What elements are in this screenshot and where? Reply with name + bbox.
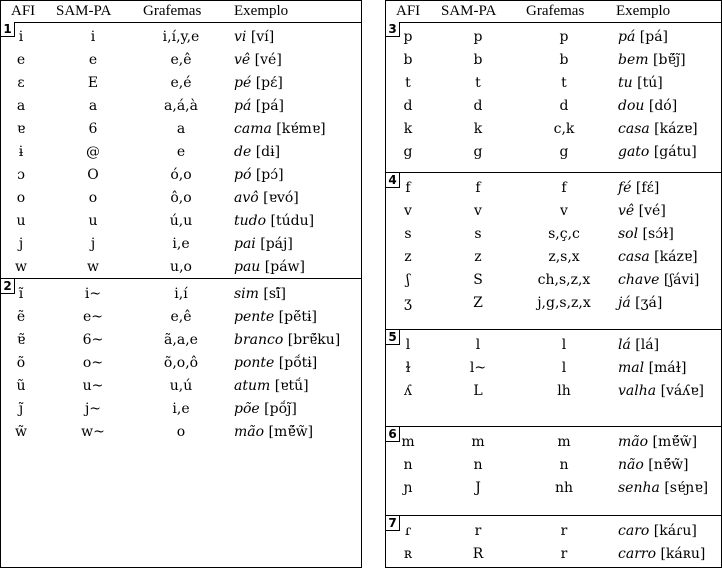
group-number: 3 — [386, 22, 400, 37]
group-number: 2 — [1, 279, 15, 294]
afi-cell: ĩ — [18, 286, 24, 302]
sampa-cell: S — [473, 272, 483, 288]
exemplo-ipa: [dó] — [648, 98, 678, 114]
exemplo-word: lá — [618, 337, 631, 353]
afi-cell: i — [18, 29, 24, 45]
exemplo-ipa: [máɫ] — [648, 360, 687, 376]
exemplo-word: põe — [234, 401, 260, 417]
exemplo-cell — [234, 190, 299, 206]
exemplo-ipa: [sɔ́ɫ] — [642, 226, 674, 242]
afi-cell: p — [403, 29, 413, 45]
afi-cell: a — [16, 98, 26, 114]
exemplo-word: já — [618, 295, 631, 311]
afi-cell: ʃ — [406, 272, 410, 288]
grafemas-cell: ã,a,e — [164, 332, 198, 348]
exemplo-cell — [618, 337, 659, 353]
sampa-cell: o~ — [82, 355, 104, 371]
afi-cell: b — [403, 52, 413, 68]
afi-cell: ũ — [16, 378, 26, 394]
exemplo-ipa: [pá] — [639, 29, 668, 45]
sampa-cell: i~ — [84, 286, 102, 302]
grafemas-cell: e,ê — [170, 309, 192, 325]
table-row — [386, 118, 721, 141]
sampa-cell: d — [473, 98, 483, 114]
sampa-cell: m — [471, 434, 485, 450]
table-row — [1, 26, 361, 49]
table-row — [1, 398, 361, 421]
sampa-cell: l — [475, 337, 481, 353]
exemplo-cell — [234, 236, 293, 252]
exemplo-cell — [618, 29, 668, 45]
table-row — [386, 177, 721, 200]
table-row — [1, 256, 361, 279]
exemplo-ipa: [pẽ́tɨ] — [278, 309, 317, 325]
exemplo-word: de — [234, 144, 252, 160]
exemplo-cell — [234, 52, 282, 68]
header-sampa: SAM-PA — [441, 3, 497, 19]
afi-cell: ɫ — [405, 360, 411, 376]
grafemas-cell: b — [559, 52, 569, 68]
sampa-cell: @ — [86, 144, 100, 160]
exemplo-ipa: [fɛ́] — [635, 180, 660, 196]
grafemas-cell: o — [176, 424, 186, 440]
exemplo-word: pai — [234, 236, 256, 252]
exemplo-word: mão — [618, 434, 649, 450]
sampa-cell: E — [87, 75, 99, 91]
group-7 — [386, 515, 721, 568]
table-row — [1, 49, 361, 72]
grafemas-cell: l — [561, 360, 567, 376]
exemplo-ipa: [váʎɐ] — [660, 383, 704, 399]
afi-cell: ʒ — [404, 295, 412, 311]
sampa-cell: f — [475, 180, 481, 196]
afi-cell: ɾ — [404, 523, 412, 539]
exemplo-cell — [234, 213, 314, 229]
afi-cell: n — [403, 457, 413, 473]
afi-cell: z — [404, 249, 412, 265]
group-6 — [386, 426, 721, 516]
sampa-cell: u~ — [82, 378, 104, 394]
exemplo-word: pó — [234, 167, 252, 183]
exemplo-cell — [234, 424, 313, 440]
table-row — [386, 431, 721, 454]
exemplo-word: atum — [234, 378, 271, 394]
exemplo-ipa: [sĩ́] — [263, 286, 286, 302]
exemplo-cell — [618, 98, 677, 114]
exemplo-word: sim — [234, 286, 259, 302]
table-row — [386, 26, 721, 49]
sampa-cell: u — [88, 213, 98, 229]
afi-cell: t — [405, 75, 411, 91]
group-number: 6 — [386, 427, 400, 442]
afi-cell: j̃ — [18, 401, 24, 417]
afi-cell: g — [403, 144, 413, 160]
table-row — [386, 292, 721, 315]
header-row — [1, 1, 361, 23]
exemplo-ipa: [pṍtɨ] — [278, 355, 318, 371]
exemplo-word: cama — [234, 121, 272, 137]
group-number: 7 — [386, 516, 400, 531]
grafemas-cell: ô,o — [170, 190, 192, 206]
exemplo-word: chave — [618, 272, 660, 288]
grafemas-cell: z,s,x — [548, 249, 580, 265]
exemplo-word: gato — [618, 144, 650, 160]
exemplo-ipa: [pɔ́] — [255, 167, 284, 183]
afi-cell: o — [16, 190, 26, 206]
exemplo-cell — [234, 309, 317, 325]
afi-cell: j — [18, 236, 24, 252]
table-row — [1, 233, 361, 256]
sampa-cell: l~ — [469, 360, 487, 376]
exemplo-word: pá — [618, 29, 636, 45]
exemplo-ipa: [kázɐ] — [654, 249, 698, 265]
grafemas-cell: õ,o,ô — [163, 355, 199, 371]
sampa-cell: v — [474, 203, 482, 219]
sampa-cell: j — [90, 236, 96, 252]
exemplo-cell — [618, 360, 686, 376]
exemplo-cell — [234, 332, 340, 348]
exemplo-word: fé — [618, 180, 632, 196]
afi-cell: ɨ — [18, 144, 24, 160]
grafemas-cell: n — [559, 457, 569, 473]
exemplo-cell — [618, 434, 697, 450]
afi-cell: ɔ — [17, 167, 25, 183]
exemplo-cell — [234, 121, 326, 137]
afi-cell: e — [16, 52, 26, 68]
header-afi: AFI — [396, 3, 421, 19]
exemplo-word: casa — [618, 121, 650, 137]
sampa-cell: 6 — [88, 121, 98, 137]
afi-cell: w̃ — [15, 424, 27, 440]
exemplo-ipa: [ví] — [250, 29, 275, 45]
exemplo-word: dou — [618, 98, 645, 114]
exemplo-cell — [618, 546, 705, 562]
grafemas-cell: e — [176, 144, 186, 160]
sampa-cell: z — [474, 249, 482, 265]
exemplo-ipa: [vé] — [638, 203, 666, 219]
table-row — [386, 49, 721, 72]
exemplo-ipa: [gátu] — [653, 144, 697, 160]
exemplo-cell — [618, 226, 674, 242]
afi-cell: ɐ — [16, 121, 26, 137]
table-row — [386, 334, 721, 357]
grafemas-cell: u,ú — [169, 378, 193, 394]
exemplo-ipa: [páj] — [260, 236, 293, 252]
grafemas-cell: ó,o — [170, 167, 192, 183]
exemplo-ipa: [dɨ] — [255, 144, 281, 160]
afi-cell: ɲ — [403, 480, 413, 496]
exemplo-word: branco — [234, 332, 284, 348]
exemplo-ipa: [nɐ̃́w̃] — [648, 457, 689, 473]
exemplo-word: tudo — [234, 213, 267, 229]
grafemas-cell: ú,u — [169, 213, 193, 229]
grafemas-cell: i,e — [172, 401, 190, 417]
grafemas-cell: u,o — [170, 259, 192, 275]
table-row — [1, 187, 361, 210]
afi-cell: s — [404, 226, 412, 242]
header-grafemas: Grafemas — [526, 3, 585, 19]
exemplo-word: vi — [234, 29, 247, 45]
exemplo-cell — [234, 286, 286, 302]
grafemas-cell: c,k — [553, 121, 575, 137]
table-row — [386, 380, 721, 403]
exemplo-cell — [234, 167, 284, 183]
exemplo-ipa: [pṍj̃] — [264, 401, 297, 417]
table-row — [386, 223, 721, 246]
table-row — [1, 283, 361, 306]
sampa-cell: w~ — [81, 424, 105, 440]
table-row — [386, 357, 721, 380]
afi-cell: k — [403, 121, 413, 137]
table-row — [1, 421, 361, 444]
afi-cell: ɐ̃ — [16, 332, 26, 348]
group-2 — [1, 278, 361, 568]
exemplo-word: vê — [618, 203, 635, 219]
exemplo-cell — [234, 378, 309, 394]
table-row — [1, 352, 361, 375]
exemplo-ipa: [káʀu] — [660, 546, 706, 562]
exemplo-word: valha — [618, 383, 657, 399]
grafemas-cell: p — [559, 29, 569, 45]
exemplo-word: sol — [618, 226, 639, 242]
exemplo-ipa: [kɐ́mɐ] — [276, 121, 326, 137]
exemplo-word: mal — [618, 360, 645, 376]
right-table — [385, 0, 722, 568]
exemplo-cell — [618, 203, 666, 219]
group-4 — [386, 172, 721, 330]
exemplo-ipa: [mɐ̃́w̃] — [268, 424, 314, 440]
exemplo-cell — [618, 272, 699, 288]
grafemas-cell: m — [557, 434, 571, 450]
exemplo-cell — [234, 98, 284, 114]
table-row — [1, 306, 361, 329]
afi-cell: ɛ — [17, 75, 25, 91]
exemplo-word: mão — [234, 424, 265, 440]
table-row — [386, 141, 721, 164]
grafemas-cell: a — [176, 121, 186, 137]
sampa-cell: p — [473, 29, 483, 45]
exemplo-ipa: [ɐvó] — [263, 190, 299, 206]
sampa-cell: t — [475, 75, 481, 91]
sampa-cell: r — [474, 523, 482, 539]
exemplo-word: pé — [234, 75, 252, 91]
table-row — [1, 375, 361, 398]
exemplo-ipa: [káɾu] — [653, 523, 697, 539]
afi-cell: l — [405, 337, 411, 353]
sampa-cell: L — [473, 383, 483, 399]
table-row — [386, 72, 721, 95]
header-row — [386, 1, 721, 23]
sampa-cell: o — [88, 190, 98, 206]
exemplo-word: avô — [234, 190, 259, 206]
grafemas-cell: i,í — [174, 286, 188, 302]
table-row — [386, 477, 721, 500]
exemplo-ipa: [pá] — [255, 98, 284, 114]
sampa-cell: g — [473, 144, 483, 160]
sampa-cell: a — [88, 98, 98, 114]
grafemas-cell: i,e — [172, 236, 190, 252]
table-row — [386, 454, 721, 477]
exemplo-cell — [234, 29, 274, 45]
exemplo-word: pente — [234, 309, 275, 325]
exemplo-cell — [234, 144, 280, 160]
exemplo-ipa: [tú] — [637, 75, 663, 91]
exemplo-word: caro — [618, 523, 650, 539]
exemplo-ipa: [túdu] — [270, 213, 315, 229]
table-row — [386, 520, 721, 543]
group-1 — [1, 22, 361, 278]
exemplo-cell — [618, 249, 698, 265]
exemplo-cell — [234, 259, 305, 275]
exemplo-cell — [618, 144, 697, 160]
exemplo-cell — [618, 457, 689, 473]
exemplo-word: vê — [234, 52, 251, 68]
sampa-cell: 6~ — [82, 332, 104, 348]
exemplo-ipa: [páw] — [264, 259, 305, 275]
exemplo-word: senha — [618, 480, 660, 496]
grafemas-cell: j,g,s,z,x — [537, 295, 591, 311]
exemplo-word: casa — [618, 249, 650, 265]
grafemas-cell: e,ê — [170, 52, 192, 68]
exemplo-ipa: [pɛ́] — [255, 75, 283, 91]
exemplo-ipa: [kázɐ] — [654, 121, 698, 137]
grafemas-cell: r — [560, 523, 568, 539]
sampa-cell: e — [88, 52, 98, 68]
grafemas-cell: ch,s,z,x — [537, 272, 591, 288]
exemplo-ipa: [sɐ́ɲɐ] — [664, 480, 709, 496]
sampa-cell: s — [474, 226, 482, 242]
table-row — [386, 543, 721, 566]
exemplo-ipa: [bɐ̃́j̃] — [652, 52, 686, 68]
table-row — [1, 141, 361, 164]
grafemas-cell: v — [560, 203, 568, 219]
table-row — [386, 246, 721, 269]
exemplo-cell — [618, 383, 704, 399]
sampa-cell: J — [475, 480, 481, 496]
sampa-cell: n — [473, 457, 483, 473]
exemplo-ipa: [vé] — [254, 52, 282, 68]
exemplo-word: pá — [234, 98, 252, 114]
exemplo-cell — [618, 295, 662, 311]
exemplo-cell — [618, 180, 659, 196]
exemplo-word: carro — [618, 546, 657, 562]
afi-cell: ʀ — [403, 546, 413, 562]
exemplo-cell — [234, 401, 297, 417]
afi-cell: ʎ — [404, 383, 412, 399]
exemplo-cell — [618, 480, 708, 496]
afi-cell: d — [403, 98, 413, 114]
sampa-cell: Z — [473, 295, 483, 311]
afi-cell: ẽ — [16, 309, 26, 325]
exemplo-cell — [618, 52, 686, 68]
grafemas-cell: e,é — [170, 75, 192, 91]
header-afi: AFI — [11, 3, 36, 19]
table-row — [1, 210, 361, 233]
exemplo-cell — [234, 355, 317, 371]
afi-cell: v — [404, 203, 412, 219]
exemplo-word: tu — [618, 75, 633, 91]
sampa-cell: e~ — [82, 309, 103, 325]
exemplo-cell — [618, 121, 698, 137]
table-row — [1, 164, 361, 187]
table-row — [1, 72, 361, 95]
grafemas-cell: f — [561, 180, 567, 196]
afi-cell: m — [401, 434, 415, 450]
group-3 — [386, 22, 721, 172]
grafemas-cell: a,á,à — [164, 98, 198, 114]
exemplo-word: pau — [234, 259, 261, 275]
table-row — [386, 95, 721, 118]
exemplo-ipa: [mɐ̃́w̃] — [652, 434, 698, 450]
sampa-cell: w — [87, 259, 99, 275]
grafemas-cell: r — [560, 546, 568, 562]
afi-cell: w — [15, 259, 27, 275]
grafemas-cell: d — [559, 98, 569, 114]
exemplo-cell — [618, 523, 697, 539]
sampa-cell: b — [473, 52, 483, 68]
grafemas-cell: t — [561, 75, 567, 91]
table-row — [386, 269, 721, 292]
exemplo-word: ponte — [234, 355, 275, 371]
exemplo-ipa: [ɐtṹ] — [274, 378, 309, 394]
group-number: 4 — [386, 173, 400, 188]
table-row — [1, 95, 361, 118]
grafemas-cell: l — [561, 337, 567, 353]
exemplo-ipa: [lá] — [635, 337, 660, 353]
afi-cell: f — [405, 180, 411, 196]
exemplo-ipa: [ʒá] — [635, 295, 663, 311]
table-row — [386, 200, 721, 223]
group-5 — [386, 329, 721, 427]
header-sampa: SAM-PA — [56, 3, 112, 19]
exemplo-cell — [618, 75, 663, 91]
grafemas-cell: s,ç,c — [548, 226, 580, 242]
header-grafemas: Grafemas — [143, 3, 202, 19]
table-row — [1, 329, 361, 352]
grafemas-cell: g — [559, 144, 569, 160]
group-number: 5 — [386, 330, 400, 345]
grafemas-cell: nh — [554, 480, 574, 496]
grafemas-cell: i,í,y,e — [162, 29, 200, 45]
afi-cell: õ — [16, 355, 26, 371]
exemplo-ipa: [ʃávi] — [663, 272, 700, 288]
exemplo-cell — [234, 75, 283, 91]
exemplo-word: bem — [618, 52, 649, 68]
exemplo-word: não — [618, 457, 644, 473]
sampa-cell: O — [87, 167, 99, 183]
header-exemplo: Exemplo — [234, 3, 289, 19]
sampa-cell: j~ — [84, 401, 102, 417]
sampa-cell: i — [90, 29, 96, 45]
exemplo-ipa: [brɐ̃́ku] — [287, 332, 341, 348]
group-number: 1 — [1, 22, 15, 37]
sampa-cell: k — [473, 121, 483, 137]
grafemas-cell: lh — [557, 383, 571, 399]
table-row — [1, 118, 361, 141]
header-exemplo: Exemplo — [616, 3, 671, 19]
afi-cell: u — [16, 213, 26, 229]
sampa-cell: R — [472, 546, 484, 562]
